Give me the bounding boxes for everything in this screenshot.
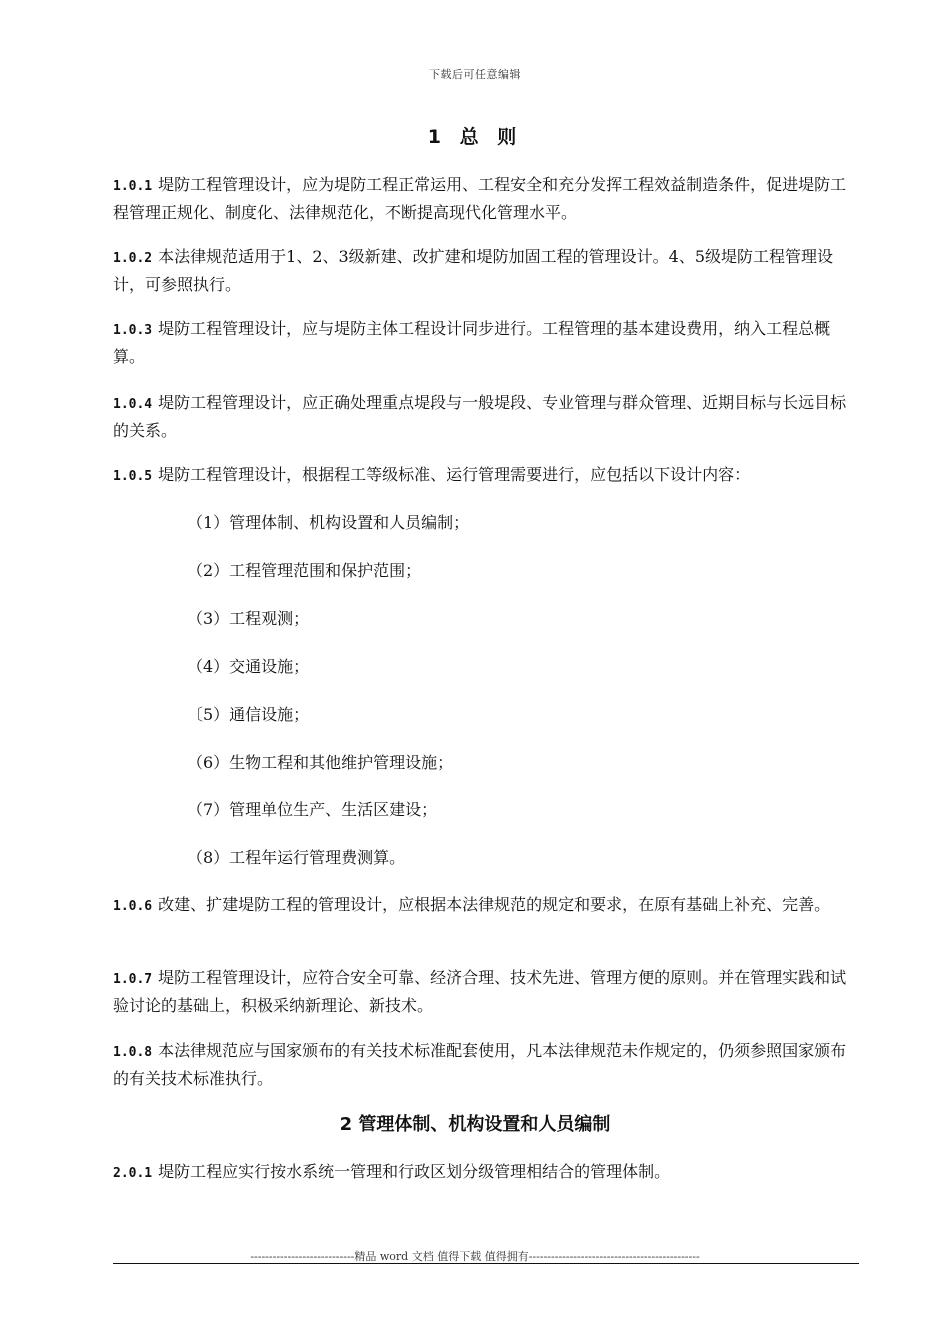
clause-1-0-7	[113, 965, 857, 1019]
clause-text: 堤防工程管理设计，根据程工等级标准、运行管理需要进行，应包括以下设计内容：	[158, 465, 751, 484]
clause-number: 1.0.7	[113, 972, 153, 987]
clause-number: 1.0.3	[113, 323, 153, 338]
clause-1-0-2	[113, 244, 857, 298]
section-2-title: 2 管理体制、机构设置和人员编制	[339, 1114, 611, 1135]
clause-1-0-1	[113, 172, 857, 226]
clause-text: 堤防工程管理设计，应符合安全可靠、经济合理、技术先进、管理方便的原则。并在管理实践和试验讨论的基础上，积极采纳新理论、新技术。	[113, 968, 847, 1015]
clause-number: 1.0.6	[113, 899, 153, 914]
list-item: （8）工程年运行管理费测算。	[187, 848, 406, 867]
clause-1-0-3	[113, 316, 857, 370]
clause-1-0-5	[113, 462, 857, 490]
clause-text: 本法律规范应与国家颁布的有关技术标准配套使用，凡本法律规范未作规定的，仍须参照国家颁布的有关技术标准执行。	[113, 1041, 847, 1088]
list-item: （3）工程观测；	[187, 609, 310, 628]
clause-2-0-1	[113, 1159, 857, 1187]
list-item: （6）生物工程和其他维护管理设施；	[187, 753, 454, 772]
list-item: （1）管理体制、机构设置和人员编制；	[187, 513, 470, 532]
clause-number: 1.0.4	[113, 397, 153, 412]
clause-1-0-8	[113, 1038, 857, 1092]
clause-text: 改建、扩建堤防工程的管理设计，应根据本法律规范的规定和要求，在原有基础上补充、完善。	[158, 895, 831, 914]
footer-note: ----------------------------精品 word 文档 值得下载 值得拥有----------------------------------------------	[250, 1250, 700, 1263]
list-item: （2）工程管理范围和保护范围；	[187, 561, 422, 580]
clause-text: 本法律规范适用于1、2、3级新建、改扩建和堤防加固工程的管理设计。4、5级堤防工程管理设计，可参照执行。	[113, 247, 834, 294]
clause-number: 1.0.8	[113, 1045, 153, 1060]
list-item: （4）交通设施；	[187, 657, 310, 676]
clause-text: 堤防工程管理设计，应为堤防工程正常运用、工程安全和充分发挥工程效益制造条件，促进堤防工程管理正规化、制度化、法律规范化，不断提高现代化管理水平。	[113, 175, 847, 222]
header-note: 下载后可任意编辑	[429, 68, 521, 81]
clause-number: 1.0.5	[113, 469, 153, 484]
clause-text: 堤防工程管理设计，应正确处理重点堤段与一般堤段、专业管理与群众管理、近期目标与长远目标的关系。	[113, 393, 847, 440]
clause-1-0-4	[113, 390, 857, 444]
section-1-title: 1 总 则	[427, 126, 523, 148]
clause-number: 2.0.1	[113, 1166, 153, 1181]
list-item: 〔5）通信设施；	[187, 705, 310, 724]
clause-number: 1.0.2	[113, 251, 153, 266]
footer-divider	[113, 1263, 859, 1264]
clause-number: 1.0.1	[113, 179, 153, 194]
clause-text: 堤防工程管理设计，应与堤防主体工程设计同步进行。工程管理的基本建设费用，纳入工程总概算。	[113, 319, 831, 366]
list-item: （7）管理单位生产、生活区建设；	[187, 800, 438, 819]
clause-text: 堤防工程应实行按水系统一管理和行政区划分级管理相结合的管理体制。	[158, 1162, 671, 1181]
clause-1-0-6	[113, 892, 857, 920]
